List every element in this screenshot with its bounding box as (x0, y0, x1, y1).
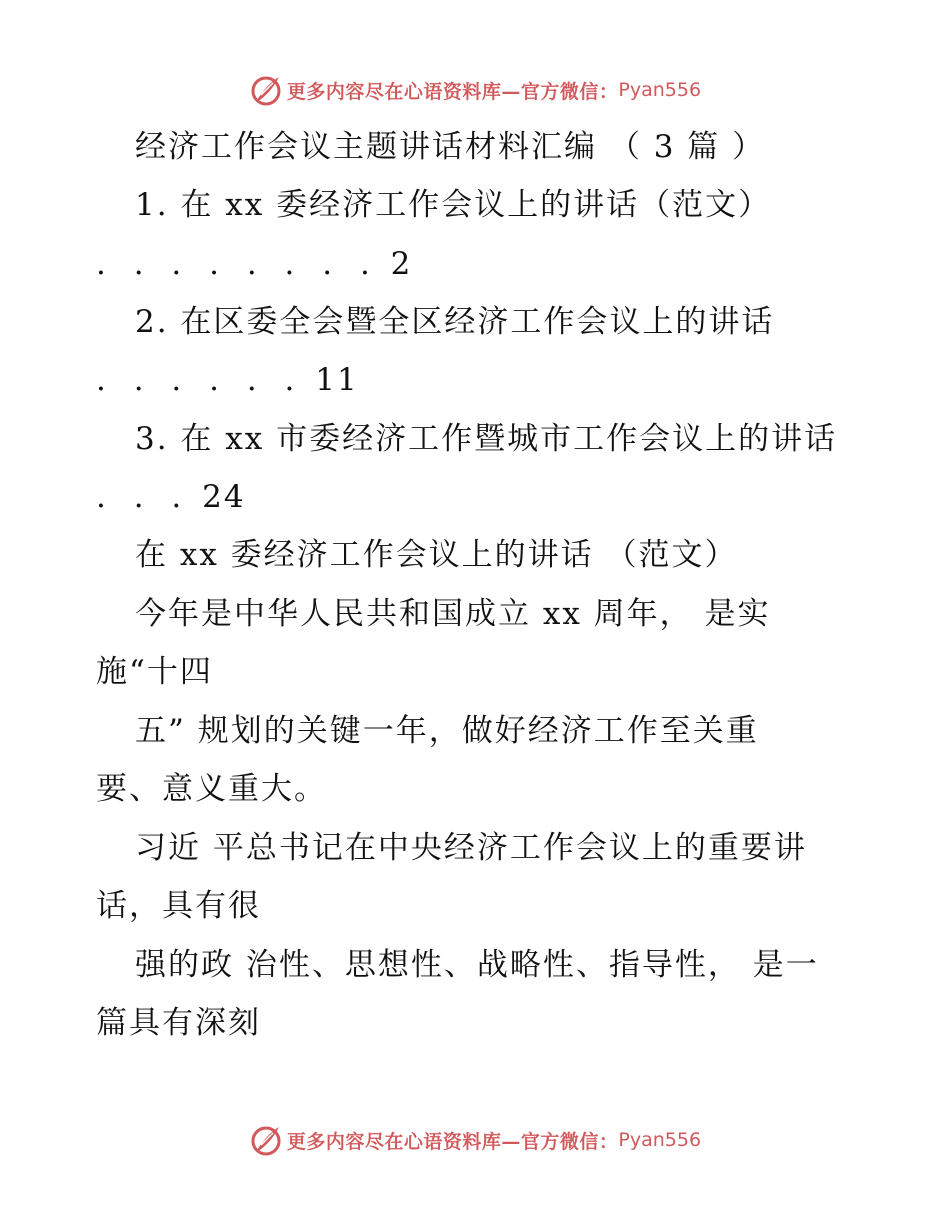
body-line-4: 要、意义重大。 (96, 771, 327, 807)
quill-logo-icon (249, 73, 283, 107)
body-line-1: 今年是中华人民共和国成立 xx 周年， 是实 (135, 596, 771, 632)
banner-wechat-id: Pyan556 (618, 1129, 702, 1151)
toc-item-3-dots: . . . (96, 479, 191, 515)
quill-logo-icon (249, 1123, 283, 1157)
toc-item-2-label: 2. 在区委全会暨全区经济工作会议上的讲话 (135, 304, 775, 340)
toc-item-2-leader (96, 360, 359, 400)
body-line-7: 强的政 治性、思想性、战略性、指导性， 是一 (135, 947, 819, 983)
toc-item-3-leader (96, 477, 246, 517)
toc-item-1-dots: . . . . . . . . (96, 246, 379, 282)
article-heading: 在 xx 委经济工作会议上的讲话 （范文） (135, 537, 738, 573)
toc-item-1-page: 2 (390, 246, 413, 282)
toc-item-3-page: 24 (202, 479, 246, 515)
header-banner (0, 70, 950, 110)
body-line-8: 篇具有深刻 (96, 1005, 261, 1041)
toc-item-1-leader (96, 244, 412, 284)
footer-banner (0, 1120, 950, 1160)
toc-item-2-dots: . . . . . . (96, 362, 304, 398)
toc-item-3-label: 3. 在 xx 市委经济工作暨城市工作会议上的讲话 (135, 421, 838, 457)
banner-text: 更多内容尽在心语资料库—官方微信： (286, 1130, 619, 1153)
toc-title: 经济工作会议主题讲话材料汇编 （ 3 篇 ） (135, 129, 766, 165)
toc-item-1-label: 1. 在 xx 委经济工作会议上的讲话（范文） (135, 187, 772, 223)
banner-text: 更多内容尽在心语资料库—官方微信： (286, 80, 619, 103)
body-line-6: 话，具有很 (96, 888, 261, 924)
body-line-3: 五” 规划的关键一年，做好经济工作至关重 (135, 713, 759, 749)
banner-wechat-id: Pyan556 (618, 79, 702, 101)
body-line-2: 施“十四 (96, 654, 213, 690)
body-line-5: 习近 平总书记在中央经济工作会议上的重要讲 (135, 830, 807, 866)
toc-item-2-page: 11 (315, 362, 359, 398)
